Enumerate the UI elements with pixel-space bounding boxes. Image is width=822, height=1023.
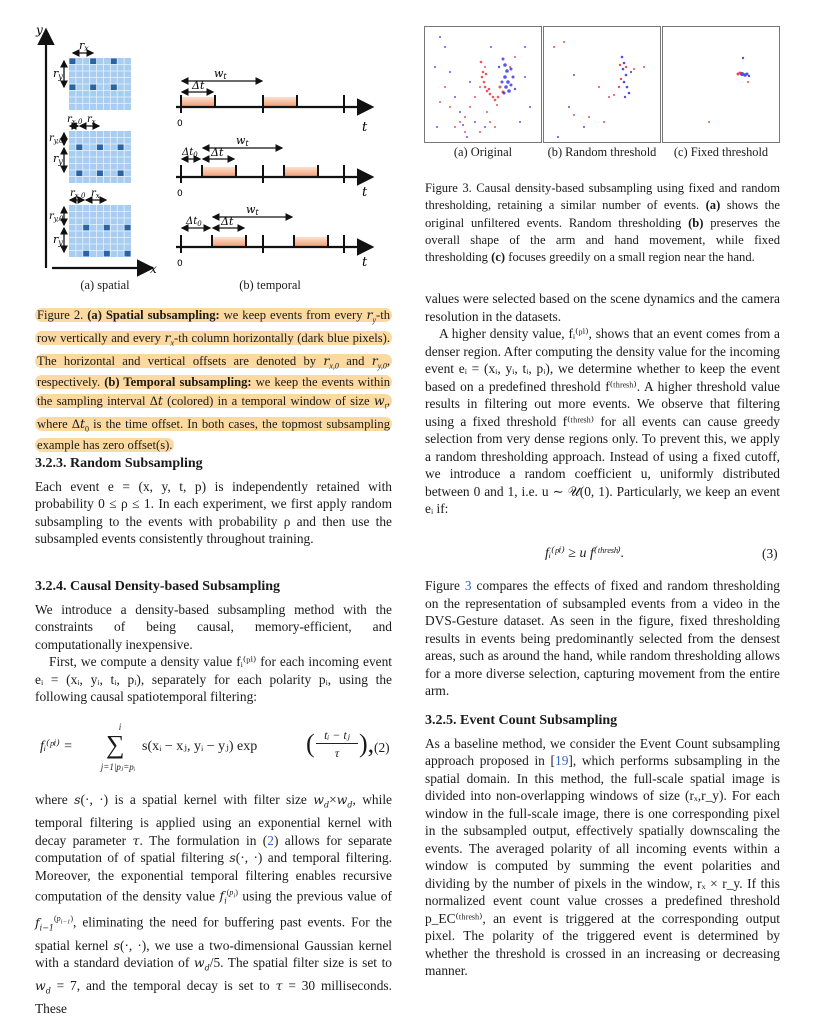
eq2-body: s(xᵢ − xⱼ, yᵢ − yⱼ) exp (142, 739, 258, 754)
citation-19-link[interactable]: 19 (555, 753, 569, 768)
svg-text:rx: $r_x$ (91, 188, 100, 200)
paragraph-figure3-discussion (425, 577, 780, 700)
eq2-sum-sign: ∑ (106, 730, 125, 759)
svg-text:Δt0: $\Delta t_0$ (186, 216, 202, 228)
eq2-fraction-numerator: tᵢ − tⱼ (316, 728, 358, 744)
paragraph-event-count: As a baseline method, we consider the Event Count subsampling approach proposed in [19], which performs subsampling in the spatial domain. In this method, the full-scale spatial image is divided into non-overlapping windows of size (rₓ,r_y). For each window in the full-scale image, there is one corresponding pixel in the subsampled output, effectively spatially downscaling the events. The averaged polarity of all incoming events within a window is computed by summing the event polarities and dividing by the number of pixels in the window, rₓ × r_y. If this normalized event count value crosses a predefined threshold p_EC⁽ᵗʰʳᵉˢʰ⁾, an event is triggered at the corresponding output pixel. The polarity of the triggered event is determined by whether the threshold is crossed in an increasing or decreasing manner. (425, 735, 780, 978)
svg-text:t: t (362, 255, 368, 270)
temporal-subsampling-diagram (0, 0, 400, 300)
paragraph-random-subsampling: Each event e = (x, y, t, p) is independently retained with probability 0 ≤ ρ ≤ 1. In each experiment, we first apply random subsampling to the events with probability ρ and then use the subsampled events consistently throughout training. (35, 478, 392, 546)
figure-2-caption (35, 306, 392, 455)
section-heading-random-subsampling: 3.2.3. Random Subsampling (35, 456, 203, 471)
paragraph-values-selection: values were selected based on the scene dynamics and the camera resolution in the datasets. (425, 291, 780, 324)
svg-text:rx: $r_x$ (87, 114, 96, 126)
svg-text:rx,0: $r_{x,0}$ (70, 188, 86, 200)
paragraph-density-compute: First, we compute a density value fᵢ⁽ᵖⁱ⁾ for each incoming event eᵢ = (xᵢ, yᵢ, tᵢ, pᵢ), separately for each polarity pᵢ, using the following causal spatiotemporal filtering: (35, 654, 392, 704)
section-3-2-4 (35, 578, 392, 706)
eq2-number: (2) (374, 740, 390, 755)
event-image-fixed-threshold (662, 26, 780, 143)
paragraph-density-details (35, 791, 392, 1018)
eq2-sum-upper: i (118, 722, 122, 732)
paragraph-density-intro: We introduce a density-based subsampling method with the constraints of being causal, memory-efficient, and computationally inexpensive. (35, 601, 392, 652)
panel-label-random-threshold: (b) Random threshold (547, 145, 657, 159)
paragraph-comparison: Figure 3 compares the effects of fixed and random thresholding on the representation of subsampled events from a video in the DVS-Gesture dataset. As seen in the figure, fixed thresholding results in events being predominantly selected from the densest areas, such as around the hand, while random thresholding allows for a more diverse selection, capturing movement from the entire arm. (425, 578, 780, 698)
svg-text:0: 0 (177, 119, 183, 129)
svg-text:0: 0 (177, 189, 183, 199)
svg-text:wt: wt (246, 203, 259, 217)
svg-text:ry: ry (53, 233, 63, 247)
right-column-density (425, 290, 780, 518)
svg-text:x: x (150, 262, 157, 276)
panel-label-fixed-threshold: (c) Fixed threshold (673, 145, 769, 159)
subfigure-label-temporal: (b) temporal (239, 278, 301, 292)
svg-text:wt: wt (214, 67, 227, 81)
svg-text:Δt: Δt (192, 79, 205, 92)
svg-text:Δt: Δt (221, 215, 234, 228)
section-3-2-5 (425, 712, 780, 980)
subfigure-label-spatial: (a) spatial (80, 278, 130, 292)
eq3-body: fᵢ⁽ᵖⁱ⁾ ≥ u f⁽ᵗʰʳᵉˢʰ⁾. (545, 546, 625, 561)
eq2-sum-lower: j=1|pⱼ=pᵢ (100, 762, 136, 772)
paragraph-kernel-description: where s(·, ·) is a spatial kernel with filter size $w_d\times w_d$, while temporal filtering is applied using an exponential kernel with decay parameter τ. The formulation in (2) allows for separate computation of of spatial filtering s(·, ·) and temporal filtering. Moreover, the exponential temporal filtering enables recursive computation of the density value $f_i^{(p_i)}$ using the previous value of $f_{i-1}^{(p_{i-1})}$, eliminating the need for buffering past events. For the spatial kernel s(·, ·), we use a two-dimensional Gaussian kernel with a standard deviation of $w_d/5$. The spatial filter size is set to $w_d = 7$, and the temporal decay is set to τ = 30 milliseconds. These (35, 792, 393, 1017)
svg-text:y: y (36, 23, 43, 37)
section-heading-event-count: 3.2.5. Event Count Subsampling (425, 713, 618, 728)
event-image-original (424, 26, 542, 143)
paragraph-threshold: A higher density value, fᵢ⁽ᵖⁱ⁾, shows that an event comes from a denser region. After computing the density value for the incoming event eᵢ = (xᵢ, yᵢ, tᵢ, pᵢ), we determine whether to keep the event based on a predefined threshold f⁽ᵗʰʳᵉˢʰ⁾. A higher threshold value results in filtering out more events. We observe that filtering using a fixed threshold f⁽ᵗʰʳᵉˢʰ⁾ for all events can cause greedy selection from very dense regions only. To prevent this, we apply a random thresholding approach. Instead of using a fixed cutoff, we introduce a random coefficient u, uniformly distributed between 0 and 1, i.e. u ∼ 𝒰(0, 1). Particularly, we keep an event eᵢ if: (425, 326, 780, 516)
eq2-paren-open: ( (306, 729, 315, 758)
svg-text:Δt: Δt (211, 146, 224, 159)
eq2-paren-close: ), (359, 729, 375, 758)
svg-text:wt: wt (236, 134, 249, 148)
svg-text:ry: ry (53, 152, 63, 166)
caption-highlight: Figure 2. (a) Spatial subsampling: we keep events from every $r_y-th$ row vertically and every $r_x-th$ column horizontally (dark blue pixels). The horizontal and vertical offsets are denoted by $r_{x,0}$ and $r_{y,0}$, respectively. (b) Temporal subsampling: we keep the events within the sampling interval Δt (colored) in a temporal window of size $w_t$, where $\Delta t_0$ is the time offset. In both cases, the topmost subsampling example has zero offset(s). (37, 307, 391, 453)
section-3-2-3 (35, 455, 392, 548)
svg-text:t: t (362, 120, 368, 135)
figure-3-link[interactable]: 3 (464, 578, 472, 593)
equation-2-link[interactable]: 2 (267, 832, 274, 848)
section-heading-causal-density: 3.2.4. Causal Density-based Subsampling (35, 579, 281, 594)
svg-text:rx: rx (79, 39, 89, 53)
eq2-lhs: fᵢ⁽ᵖⁱ⁾ = (40, 739, 73, 754)
panel-label-original: (a) Original (453, 145, 513, 159)
svg-text:ry: ry (53, 67, 63, 81)
figure-3-caption: Figure 3. Causal density-based subsampling using fixed and random thresholding, retaining a similar number of events. (a) shows the original unfiltered events. Random thresholding (b) preserves the overall shape of the arm and hand movement, while fixed thresholding (c) focuses greedily on a small region near the hand. (425, 181, 780, 265)
svg-text:Δt0: $\Delta t_0$ (182, 147, 198, 159)
eq2-fraction-denominator: τ (334, 746, 340, 760)
eq3-number: (3) (762, 546, 778, 561)
svg-text:0: 0 (177, 259, 183, 269)
svg-text:ry,0: $r_{y,0}$ (49, 211, 64, 223)
svg-text:rx,0: $r_{x,0}$ (67, 114, 83, 126)
svg-text:t: t (362, 185, 368, 200)
event-image-random-threshold (543, 26, 661, 143)
svg-text:ry,0: $r_{y,0}$ (49, 133, 64, 145)
